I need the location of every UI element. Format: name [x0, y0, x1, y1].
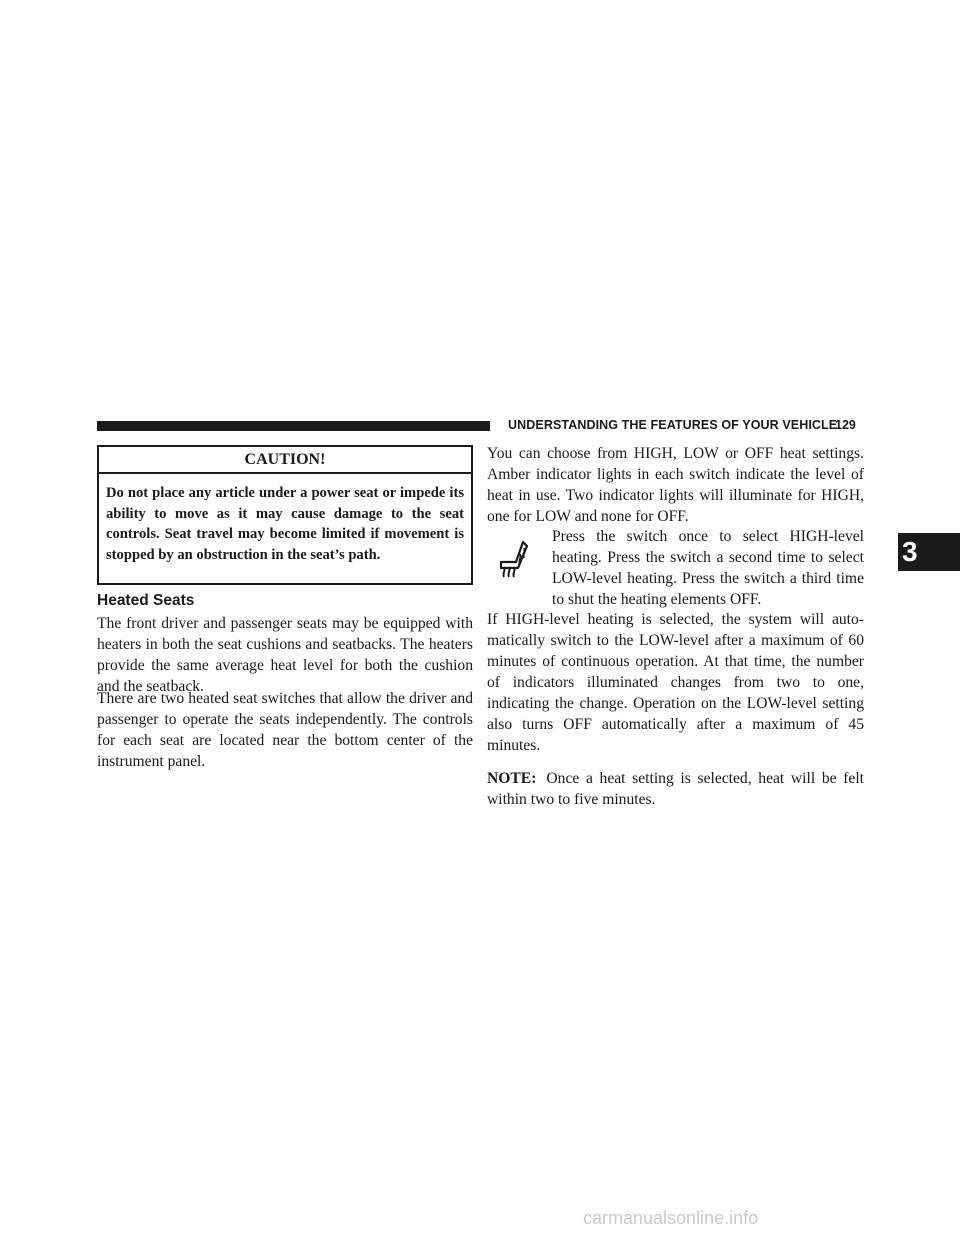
header-rule — [97, 421, 490, 431]
heat-settings-paragraph: You can choose from HIGH, LOW or OFF heat settings. Amber indicator lights in each switch indicate the level of heat in use. Two indicator lights will illuminate for HIGH, one for LOW and none for OFF. — [487, 445, 864, 525]
page-number: 129 — [835, 418, 856, 432]
heated-seat-icon — [497, 540, 533, 580]
chapter-tab: 3 — [898, 533, 960, 571]
heated-seats-paragraph-1: The front driver and passenger seats may be equipped with heaters in both the seat cushions and seatbacks. The heaters provide the same average heat level for both the cushion and the seatback. — [97, 615, 473, 695]
note-label: NOTE: — [487, 770, 537, 787]
watermark-text: carmanualsonline.info — [583, 1208, 759, 1228]
running-header-title: UNDERSTANDING THE FEATURES OF YOUR VEHICLE — [508, 418, 838, 432]
note-paragraph — [487, 768, 864, 810]
note-text: Once a heat setting is selected, heat will be felt within two to five minutes. — [487, 770, 864, 808]
caution-title: CAUTION! — [99, 447, 471, 474]
high-level-paragraph: If HIGH-level heating is selected, the system will auto-matically switch to the LOW-level after a maximum of 60 minutes of continuous operation. At that time, the number of indicators illuminated changes from two to one, indicating the change. Operation on the LOW-level setting also turns OFF automatically after a maximum of 45 minutes. — [487, 611, 864, 754]
caution-text: Do not place any article under a power seat or impede its ability to move as it may cause damage to the seat controls. Seat travel may become limited if movement is stopped by an obstruction in the seat’s path. — [106, 485, 464, 563]
heated-seats-paragraph-2: There are two heated seat switches that allow the driver and passenger to operate the seats independently. The controls for each seat are located near the bottom center of the instrument panel. — [97, 690, 473, 770]
section-heading-heated-seats: Heated Seats — [97, 592, 195, 609]
switch-instructions-text: Press the switch once to select HIGH-level heating. Press the switch a second time to select LOW-level heating. Press the switch a third time to shut the heating elements OFF. — [552, 528, 864, 608]
caution-box — [97, 445, 473, 585]
